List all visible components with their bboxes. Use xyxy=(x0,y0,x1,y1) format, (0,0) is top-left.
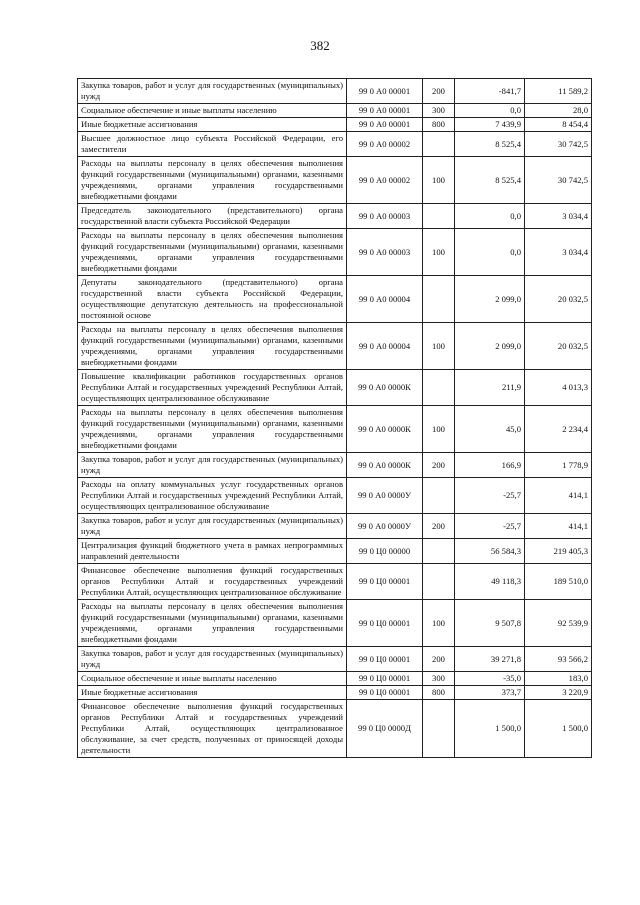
row-expense-type-cell: 200 xyxy=(423,79,455,104)
row-value-change-cell: -25,7 xyxy=(455,514,525,539)
row-expense-type-cell: 100 xyxy=(423,157,455,204)
row-value-change-cell: 211,9 xyxy=(455,370,525,406)
row-expense-type-cell: 200 xyxy=(423,647,455,672)
row-value-change-cell: 2 099,0 xyxy=(455,276,525,323)
row-expense-type-cell: 800 xyxy=(423,118,455,132)
row-code-cell: 99 0 А0 0000К xyxy=(347,370,423,406)
table-row xyxy=(78,647,592,672)
table-row xyxy=(78,276,592,323)
row-value-total-cell: 3 034,4 xyxy=(525,229,592,276)
row-code-cell: 99 0 Ц0 00001 xyxy=(347,672,423,686)
row-value-total-cell: 3 034,4 xyxy=(525,204,592,229)
row-name-cell: Социальное обеспечение и иные выплаты населению xyxy=(78,672,347,686)
row-code-cell: 99 0 А0 0000У xyxy=(347,514,423,539)
row-value-total-cell: 189 510,0 xyxy=(525,564,592,600)
row-value-change-cell: 0,0 xyxy=(455,204,525,229)
budget-table-body xyxy=(78,79,592,758)
row-expense-type-cell xyxy=(423,132,455,157)
row-code-cell: 99 0 А0 00004 xyxy=(347,323,423,370)
table-row xyxy=(78,453,592,478)
row-code-cell: 99 0 А0 00003 xyxy=(347,204,423,229)
table-row xyxy=(78,539,592,564)
row-name-cell: Финансовое обеспечение выполнения функций государственных органов Республики Алтай и государственных учреждений Республики Алтай, осуществляющих централизованное обслуживание xyxy=(78,564,347,600)
row-value-change-cell: 373,7 xyxy=(455,686,525,700)
row-code-cell: 99 0 Ц0 00001 xyxy=(347,647,423,672)
row-value-change-cell: 39 271,8 xyxy=(455,647,525,672)
row-name-cell: Расходы на выплаты персоналу в целях обеспечения выполнения функций государственными (муниципальными) органами, казенными учреждениями, органами управления государственными внебюджетными фондами xyxy=(78,323,347,370)
row-code-cell: 99 0 А0 00002 xyxy=(347,132,423,157)
table-row xyxy=(78,323,592,370)
row-value-total-cell: 414,1 xyxy=(525,514,592,539)
row-expense-type-cell: 100 xyxy=(423,600,455,647)
row-name-cell: Иные бюджетные ассигнования xyxy=(78,118,347,132)
table-row xyxy=(78,79,592,104)
row-value-change-cell: 7 439,9 xyxy=(455,118,525,132)
row-value-change-cell: 0,0 xyxy=(455,104,525,118)
row-value-total-cell: 8 454,4 xyxy=(525,118,592,132)
row-value-total-cell: 183,0 xyxy=(525,672,592,686)
row-expense-type-cell xyxy=(423,564,455,600)
table-row xyxy=(78,514,592,539)
row-code-cell: 99 0 А0 00002 xyxy=(347,157,423,204)
row-value-total-cell: 414,1 xyxy=(525,478,592,514)
row-value-change-cell: 166,9 xyxy=(455,453,525,478)
table-row xyxy=(78,564,592,600)
row-value-change-cell: 45,0 xyxy=(455,406,525,453)
table-row xyxy=(78,700,592,758)
table-row xyxy=(78,118,592,132)
row-code-cell: 99 0 А0 0000К xyxy=(347,453,423,478)
row-name-cell: Расходы на выплаты персоналу в целях обеспечения выполнения функций государственными (муниципальными) органами, казенными учреждениями, органами управления государственными внебюджетными фондами xyxy=(78,600,347,647)
table-row xyxy=(78,104,592,118)
row-code-cell: 99 0 Ц0 00001 xyxy=(347,686,423,700)
row-expense-type-cell: 300 xyxy=(423,104,455,118)
row-name-cell: Расходы на выплаты персоналу в целях обеспечения выполнения функций государственными (муниципальными) органами, казенными учреждениями, органами управления государственными внебюджетными фондами xyxy=(78,229,347,276)
row-value-total-cell: 20 032,5 xyxy=(525,276,592,323)
row-expense-type-cell xyxy=(423,276,455,323)
row-name-cell: Централизация функций бюджетного учета в рамках непрограммных направлений деятельности xyxy=(78,539,347,564)
row-expense-type-cell: 100 xyxy=(423,406,455,453)
row-value-change-cell: 9 507,8 xyxy=(455,600,525,647)
row-value-total-cell: 3 220,9 xyxy=(525,686,592,700)
row-expense-type-cell xyxy=(423,204,455,229)
row-name-cell: Повышение квалификации работников государственных органов Республики Алтай и государственных учреждений Республики Алтай, осуществляющих централизованное обслуживание xyxy=(78,370,347,406)
row-value-change-cell: 2 099,0 xyxy=(455,323,525,370)
row-name-cell: Закупка товаров, работ и услуг для государственных (муниципальных) нужд xyxy=(78,453,347,478)
row-expense-type-cell xyxy=(423,478,455,514)
row-value-total-cell: 219 405,3 xyxy=(525,539,592,564)
row-value-total-cell: 2 234,4 xyxy=(525,406,592,453)
table-row xyxy=(78,686,592,700)
row-name-cell: Закупка товаров, работ и услуг для государственных (муниципальных) нужд xyxy=(78,514,347,539)
row-value-total-cell: 11 589,2 xyxy=(525,79,592,104)
row-name-cell: Финансовое обеспечение выполнения функций государственных органов Республики Алтай и государственных учреждений Республики Алтай, осуществляющих централизованное обслуживание, за счет средств, полученных от приносящей доходы деятельности xyxy=(78,700,347,758)
row-value-total-cell: 30 742,5 xyxy=(525,157,592,204)
row-value-change-cell: 8 525,4 xyxy=(455,157,525,204)
row-expense-type-cell: 100 xyxy=(423,229,455,276)
row-code-cell: 99 0 А0 0000К xyxy=(347,406,423,453)
row-code-cell: 99 0 А0 00001 xyxy=(347,104,423,118)
row-expense-type-cell xyxy=(423,370,455,406)
table-row xyxy=(78,229,592,276)
row-code-cell: 99 0 Ц0 00000 xyxy=(347,539,423,564)
budget-table xyxy=(77,78,592,758)
table-row xyxy=(78,132,592,157)
row-value-change-cell: 0,0 xyxy=(455,229,525,276)
row-name-cell: Расходы на выплаты персоналу в целях обеспечения выполнения функций государственными (муниципальными) органами, казенными учреждениями, органами управления государственными внебюджетными фондами xyxy=(78,406,347,453)
row-name-cell: Расходы на оплату коммунальных услуг государственных органов Республики Алтай и государственных учреждений Республики Алтай, осуществляющих централизованное обслуживание xyxy=(78,478,347,514)
table-row xyxy=(78,204,592,229)
row-name-cell: Депутаты законодательного (представительного) органа государственной власти субъекта Российской Федерации, осуществляющие депутатскую деятельность на профессиональной постоянной основе xyxy=(78,276,347,323)
row-value-total-cell: 1 778,9 xyxy=(525,453,592,478)
row-value-total-cell: 93 566,2 xyxy=(525,647,592,672)
row-value-change-cell: 1 500,0 xyxy=(455,700,525,758)
row-code-cell: 99 0 Ц0 0000Д xyxy=(347,700,423,758)
row-expense-type-cell: 200 xyxy=(423,453,455,478)
table-row xyxy=(78,370,592,406)
table-row xyxy=(78,600,592,647)
row-value-change-cell: 8 525,4 xyxy=(455,132,525,157)
row-value-total-cell: 28,0 xyxy=(525,104,592,118)
row-name-cell: Социальное обеспечение и иные выплаты населению xyxy=(78,104,347,118)
row-expense-type-cell: 200 xyxy=(423,514,455,539)
row-code-cell: 99 0 А0 0000У xyxy=(347,478,423,514)
row-code-cell: 99 0 А0 00003 xyxy=(347,229,423,276)
row-code-cell: 99 0 Ц0 00001 xyxy=(347,600,423,647)
row-expense-type-cell xyxy=(423,539,455,564)
table-row xyxy=(78,157,592,204)
row-expense-type-cell: 100 xyxy=(423,323,455,370)
row-value-change-cell: -841,7 xyxy=(455,79,525,104)
row-value-total-cell: 20 032,5 xyxy=(525,323,592,370)
row-name-cell: Закупка товаров, работ и услуг для государственных (муниципальных) нужд xyxy=(78,79,347,104)
row-expense-type-cell: 800 xyxy=(423,686,455,700)
page-number: 382 xyxy=(310,38,330,53)
row-expense-type-cell xyxy=(423,700,455,758)
row-value-total-cell: 30 742,5 xyxy=(525,132,592,157)
row-name-cell: Председатель законодательного (представительного) органа государственной власти субъекта Российской Федерации xyxy=(78,204,347,229)
row-expense-type-cell: 300 xyxy=(423,672,455,686)
row-value-total-cell: 92 539,9 xyxy=(525,600,592,647)
row-value-change-cell: 49 118,3 xyxy=(455,564,525,600)
row-name-cell: Расходы на выплаты персоналу в целях обеспечения выполнения функций государственными (муниципальными) органами, казенными учреждениями, органами управления государственными внебюджетными фондами xyxy=(78,157,347,204)
row-code-cell: 99 0 А0 00001 xyxy=(347,118,423,132)
row-value-change-cell: -25,7 xyxy=(455,478,525,514)
table-row xyxy=(78,478,592,514)
row-value-change-cell: 56 584,3 xyxy=(455,539,525,564)
row-code-cell: 99 0 А0 00001 xyxy=(347,79,423,104)
row-code-cell: 99 0 А0 00004 xyxy=(347,276,423,323)
row-value-change-cell: -35,0 xyxy=(455,672,525,686)
row-value-total-cell: 1 500,0 xyxy=(525,700,592,758)
table-row xyxy=(78,672,592,686)
row-name-cell: Иные бюджетные ассигнования xyxy=(78,686,347,700)
row-name-cell: Высшее должностное лицо субъекта Российской Федерации, его заместители xyxy=(78,132,347,157)
row-name-cell: Закупка товаров, работ и услуг для государственных (муниципальных) нужд xyxy=(78,647,347,672)
row-value-total-cell: 4 013,3 xyxy=(525,370,592,406)
row-code-cell: 99 0 Ц0 00001 xyxy=(347,564,423,600)
table-row xyxy=(78,406,592,453)
